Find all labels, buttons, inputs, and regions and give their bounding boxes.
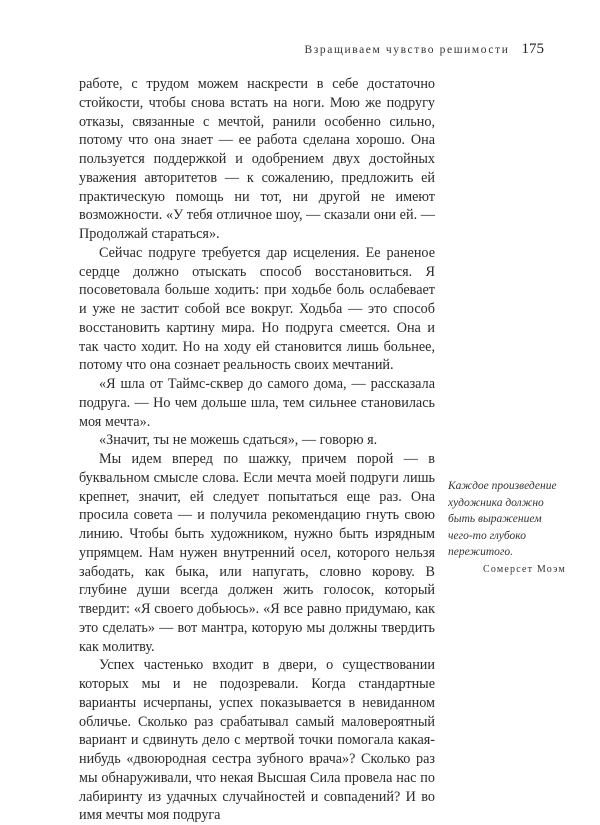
running-title: Взращиваем чувство решимости — [304, 44, 510, 56]
page-number: 175 — [521, 41, 544, 57]
paragraph-3: «Я шла от Таймс-сквер до самого дома, — рассказала подруга. — Но чем дольше шла, тем сильнее становилась моя мечта». — [79, 376, 435, 430]
paragraph-1: работе, с трудом можем наскрести в себе достаточно стойкости, чтобы снова встать на ноги. Мою же подругу отказы, связанные с мечтой, ранили особенно сильно, потому что она знает — ее работа сделана хорошо. Она пользуется поддержкой и одобрением двух достойных уважения авторитетов — к сожалению, предложить ей практическую помощь ни тот, ни другой не имеют возможности. «У тебя отличное шоу, — сказали они ей. — Продолжай стараться». — [79, 76, 435, 242]
running-header — [305, 41, 544, 58]
margin-quote — [448, 478, 566, 575]
main-text — [79, 75, 435, 825]
paragraph-4: «Значит, ты не можешь сдаться», — говорю я. — [99, 432, 378, 449]
paragraph-2: Сейчас подруге требуется дар исцеления. Ее раненое сердце должно отыскать способ восстановиться. Я посоветовала больше ходить: при ходьбе боль ослабевает и уже не застит собой все вокруг. Ходьба — это способ восстановить картину мира. Но подруга смеется. Она и так часто ходит. Но на ходу ей становится лишь больнее, потому что она сознает реальность своих мечтаний. — [79, 244, 435, 374]
quote-author: Сомерсет Моэм — [482, 563, 566, 575]
quote-text: Каждое произведение художника должно быть выражением чего-то глубоко пережитого. — [448, 480, 557, 558]
paragraph-5: Мы идем вперед по шажку, причем порой — в буквальном смысле слова. Если мечта моей подруги лишь крепнет, значит, ей следует попытаться еще раз. Она просила совета — и получила рекомендацию гнуть свою линию. Чтобы быть художником, нужно быть изрядным упрямцем. Нам нужен внутренний осел, которого нельзя забодать, как быка, или напугать, словно корову. В глубине души всегда должен жить голосок, который твердит: «Я своего добьюсь». «Я все равно придумаю, как это сделать» — вот мантра, которую мы должны твердить как молитву. — [79, 451, 435, 655]
paragraph-6: Успех частенько входит в двери, о существовании которых мы и не подозревали. Когда стандартные варианты исчерпаны, успех показывается в невиданном обличье. Сколько раз срабатывал самый маловероятный вариант и сдвинуть дело с мертвой точки помогала какая-нибудь «двоюродная сестра зубного врача»? Сколько раз мы обнаруживали, что некая Высшая Сила провела нас по лабиринту из удачных случайностей и совпадений? И во имя мечты моя подруга — [79, 657, 435, 824]
